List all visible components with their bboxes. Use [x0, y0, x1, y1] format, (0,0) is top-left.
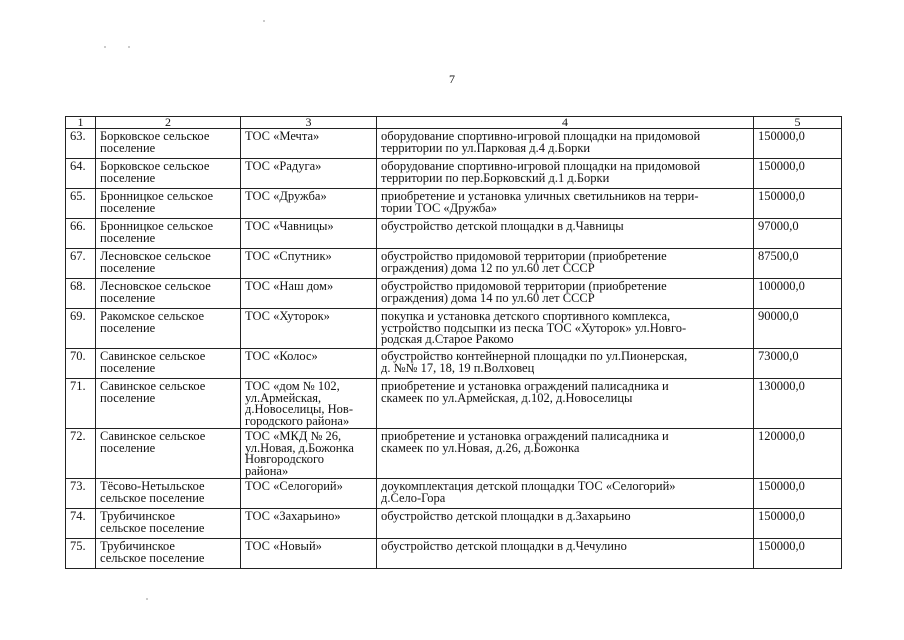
- settlement-line: поселение: [100, 170, 156, 185]
- tos-cell: [241, 129, 377, 159]
- tos-cell: [241, 429, 377, 479]
- settlement-cell: [96, 379, 241, 429]
- settlement-line: сельское поселение: [100, 550, 205, 565]
- description-line: обустройство придомовой территории (приобретение: [381, 279, 667, 293]
- settlement-line: Савинское сельское: [100, 429, 206, 443]
- row-number-cell: 72.: [66, 429, 96, 479]
- tos-cell: [241, 349, 377, 379]
- column-header: 3: [241, 117, 377, 129]
- description-line: обустройство детской площадки в д.Чечулино: [381, 539, 627, 553]
- settlement-cell: [96, 279, 241, 309]
- settlement-line: поселение: [100, 290, 156, 305]
- settlement-cell: [96, 309, 241, 349]
- amount-cell: 150000,0: [754, 189, 842, 219]
- table-row: [66, 189, 842, 219]
- description-line: приобретение и установка ограждений палисадника и: [381, 429, 669, 443]
- tos-line: района»: [245, 463, 289, 478]
- page-number: 7: [449, 72, 455, 86]
- tos-cell: [241, 509, 377, 539]
- scan-speck: [263, 20, 265, 22]
- description-cell: [377, 279, 754, 309]
- description-line: обустройство придомовой территории (приобретение: [381, 249, 667, 263]
- row-number-cell: 65.: [66, 189, 96, 219]
- row-number-cell: 64.: [66, 159, 96, 189]
- description-cell: [377, 479, 754, 509]
- description-line: обустройство детской площадки в д.Захарьино: [381, 509, 631, 523]
- settlement-line: сельское поселение: [100, 520, 205, 535]
- settlement-line: поселение: [100, 260, 156, 275]
- table-row: [66, 249, 842, 279]
- row-number-cell: 63.: [66, 129, 96, 159]
- settlement-cell: [96, 249, 241, 279]
- settlement-line: поселение: [100, 320, 156, 335]
- settlement-line: Тёсово-Нетыльское: [100, 479, 205, 493]
- amount-cell: 150000,0: [754, 479, 842, 509]
- tos-line: Новгородского: [245, 452, 325, 466]
- settlement-line: Трубичинское: [100, 539, 175, 553]
- tos-cell: [241, 479, 377, 509]
- row-number-cell: 74.: [66, 509, 96, 539]
- column-header: 5: [754, 117, 842, 129]
- settlement-line: поселение: [100, 200, 156, 215]
- scan-speck: [146, 598, 148, 600]
- tos-line: д.Новоселицы, Нов-: [245, 402, 353, 416]
- description-line: д.Село-Гора: [381, 490, 446, 505]
- description-line: тории ТОС «Дружба»: [381, 200, 497, 215]
- tos-line: ТОС «Наш дом»: [245, 279, 334, 293]
- tos-cell: [241, 539, 377, 569]
- description-line: приобретение и установка уличных светильников на терри-: [381, 189, 699, 203]
- settlement-cell: [96, 539, 241, 569]
- row-number-cell: 73.: [66, 479, 96, 509]
- description-cell: [377, 249, 754, 279]
- description-cell: [377, 219, 754, 249]
- description-cell: [377, 379, 754, 429]
- tos-cell: [241, 309, 377, 349]
- table-row: [66, 309, 842, 349]
- settlement-line: поселение: [100, 140, 156, 155]
- amount-cell: 97000,0: [754, 219, 842, 249]
- description-cell: [377, 159, 754, 189]
- description-cell: [377, 429, 754, 479]
- description-cell: [377, 129, 754, 159]
- table-row: [66, 129, 842, 159]
- description-line: родская д.Старое Ракомо: [381, 332, 514, 346]
- amount-cell: 130000,0: [754, 379, 842, 429]
- tos-line: ТОС «дом № 102,: [245, 379, 340, 393]
- settlement-line: Борковское сельское: [100, 129, 210, 143]
- settlement-line: поселение: [100, 360, 156, 375]
- tos-line: ТОС «Спутник»: [245, 249, 332, 263]
- tos-line: ТОС «МКД № 26,: [245, 429, 342, 443]
- amount-cell: 120000,0: [754, 429, 842, 479]
- description-line: скамеек по ул.Армейская, д.102, д.Новоселицы: [381, 390, 633, 405]
- amount-cell: 150000,0: [754, 539, 842, 569]
- settlement-cell: [96, 219, 241, 249]
- description-line: устройство подсыпки из песка ТОС «Хуторок» ул.Новго-: [381, 320, 687, 335]
- description-cell: [377, 509, 754, 539]
- tos-line: ул.Армейская,: [245, 390, 322, 405]
- column-header: 4: [377, 117, 754, 129]
- settlement-line: Лесновское сельское: [100, 279, 211, 293]
- amount-cell: 150000,0: [754, 129, 842, 159]
- settlement-cell: [96, 349, 241, 379]
- table-row: [66, 379, 842, 429]
- tos-cell: [241, 189, 377, 219]
- description-line: приобретение и установка ограждений палисадника и: [381, 379, 669, 393]
- description-line: оборудование спортивно-игровой площадки на придомовой: [381, 159, 701, 173]
- settlement-cell: [96, 189, 241, 219]
- tos-line: ТОС «Новый»: [245, 539, 322, 553]
- settlement-cell: [96, 479, 241, 509]
- tos-line: ТОС «Дружба»: [245, 189, 327, 203]
- table-row: [66, 479, 842, 509]
- tos-line: ТОС «Чавницы»: [245, 219, 334, 233]
- tos-line: ТОС «Селогорий»: [245, 479, 343, 493]
- row-number-cell: 75.: [66, 539, 96, 569]
- row-number-cell: 69.: [66, 309, 96, 349]
- amount-cell: 150000,0: [754, 509, 842, 539]
- column-header: 1: [66, 117, 96, 129]
- tos-cell: [241, 159, 377, 189]
- tos-line: ТОС «Радуга»: [245, 159, 322, 173]
- description-cell: [377, 539, 754, 569]
- tos-line: ТОС «Захарьино»: [245, 509, 341, 523]
- description-cell: [377, 349, 754, 379]
- tos-line: городского района»: [245, 413, 350, 428]
- tos-line: ТОС «Мечта»: [245, 129, 320, 143]
- allocation-table: [65, 116, 842, 569]
- settlement-cell: [96, 159, 241, 189]
- row-number-cell: 71.: [66, 379, 96, 429]
- column-header: 2: [96, 117, 241, 129]
- description-line: д. №№ 17, 18, 19 п.Волховец: [381, 360, 535, 375]
- tos-line: ТОС «Колос»: [245, 349, 318, 363]
- table-row: [66, 159, 842, 189]
- description-line: обустройство детской площадки в д.Чавницы: [381, 219, 624, 233]
- amount-cell: 87500,0: [754, 249, 842, 279]
- tos-cell: [241, 279, 377, 309]
- settlement-line: поселение: [100, 440, 156, 455]
- settlement-line: Ракомское сельское: [100, 309, 205, 323]
- settlement-cell: [96, 129, 241, 159]
- row-number-cell: 66.: [66, 219, 96, 249]
- description-line: скамеек по ул.Новая, д.26, д.Божонка: [381, 440, 580, 455]
- description-line: покупка и установка детского спортивного комплекса,: [381, 309, 671, 323]
- tos-cell: [241, 379, 377, 429]
- settlement-line: Лесновское сельское: [100, 249, 211, 263]
- description-cell: [377, 189, 754, 219]
- description-line: обустройство контейнерной площадки по ул.Пионерская,: [381, 349, 688, 363]
- tos-line: ул.Новая, д.Божонка: [245, 440, 354, 455]
- scan-speck: [128, 46, 130, 48]
- row-number-cell: 70.: [66, 349, 96, 379]
- table-row: [66, 509, 842, 539]
- settlement-line: Борковское сельское: [100, 159, 210, 173]
- table-row: [66, 539, 842, 569]
- table-row: [66, 349, 842, 379]
- settlement-line: сельское поселение: [100, 490, 205, 505]
- settlement-line: Савинское сельское: [100, 379, 206, 393]
- settlement-line: Трубичинское: [100, 509, 175, 523]
- table-row: [66, 279, 842, 309]
- tos-cell: [241, 219, 377, 249]
- row-number-cell: 67.: [66, 249, 96, 279]
- tos-cell: [241, 249, 377, 279]
- table-row: [66, 429, 842, 479]
- settlement-cell: [96, 429, 241, 479]
- description-line: доукомплектация детской площадки ТОС «Селогорий»: [381, 479, 676, 493]
- amount-cell: 90000,0: [754, 309, 842, 349]
- settlement-line: Бронницкое сельское: [100, 219, 214, 233]
- amount-cell: 150000,0: [754, 159, 842, 189]
- settlement-cell: [96, 509, 241, 539]
- description-line: ограждения) дома 12 по ул.60 лет СССР: [381, 260, 595, 275]
- description-line: территории по пер.Борковский д.1 д.Борки: [381, 170, 610, 185]
- table-header-row: [66, 117, 842, 129]
- tos-line: ТОС «Хуторок»: [245, 309, 330, 323]
- settlement-line: поселение: [100, 230, 156, 245]
- amount-cell: 73000,0: [754, 349, 842, 379]
- description-line: оборудование спортивно-игровой площадки на придомовой: [381, 129, 701, 143]
- table-row: [66, 219, 842, 249]
- scan-speck: [104, 46, 106, 48]
- description-line: ограждения) дома 14 по ул.60 лет СССР: [381, 290, 595, 305]
- description-cell: [377, 309, 754, 349]
- amount-cell: 100000,0: [754, 279, 842, 309]
- description-line: территории по ул.Парковая д.4 д.Борки: [381, 140, 591, 155]
- settlement-line: поселение: [100, 390, 156, 405]
- settlement-line: Бронницкое сельское: [100, 189, 214, 203]
- row-number-cell: 68.: [66, 279, 96, 309]
- settlement-line: Савинское сельское: [100, 349, 206, 363]
